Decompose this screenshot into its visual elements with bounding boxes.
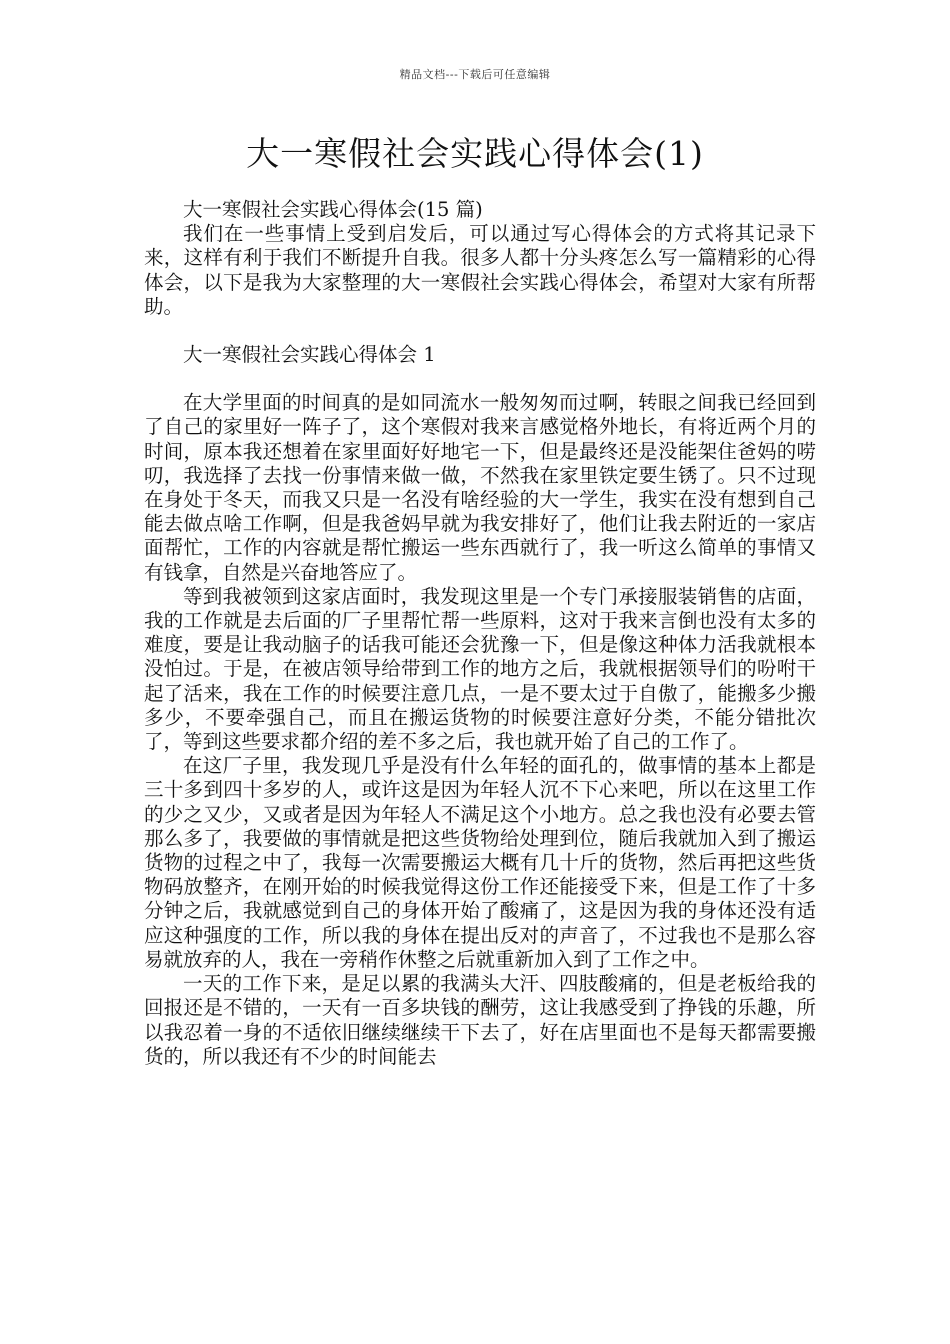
body-paragraph: 在这厂子里，我发现几乎是没有什么年轻的面孔的，做事情的基本上都是三十多到四十多岁的人，或许这是因为年轻人沉不下心来吧，所以在这里工作的少之又少，又或者是因为年轻人不满足这个小地方。总之我也没有必要去管那么多了，我要做的事情就是把这些货物给处理到位，随后我就加入到了搬运货物的过程之中了，我每一次需要搬运大概有几十斤的货物，然后再把这些货物码放整齐，在刚开始的时候我觉得这份工作还能接受下来，但是工作了十多分钟之后，我就感觉到自己的身体开始了酸痛了，这是因为我的身体还没有适应这种强度的工作，所以我的身体在提出反对的声音了，不过我也不是那么容易就放弃的人，我在一旁稍作休整之后就重新加入到了工作之中。 — [144, 754, 816, 971]
document-subtitle: 大一寒假社会实践心得体会(15 篇) — [183, 198, 483, 221]
body-paragraph: 一天的工作下来，是足以累的我满头大汗、四肢酸痛的，但是老板给我的回报还是不错的，一天有一百多块钱的酬劳，这让我感受到了挣钱的乐趣，所以我忍着一身的不适依旧继续继续干下去了，好在店里面也不是每天都需要搬货的，所以我还有不少的时间能去 — [144, 972, 816, 1068]
body-paragraph: 等到我被领到这家店面时，我发现这里是一个专门承接服装销售的店面，我的工作就是去后面的厂子里帮忙帮一些原料，这对于我来言倒也没有太多的难度，要是让我动脑子的话我可能还会犹豫一下，但是像这种体力活我就根本没怕过。于是，在被店领导给带到工作的地方之后，我就根据领导们的吩咐干起了活来，我在工作的时候要注意几点，一是不要太过于自傲了，能搬多少搬多少，不要牵强自己，而且在搬运货物的时候要注意好分类，不能分错批次了，等到这些要求都介绍的差不多之后，我也就开始了自己的工作了。 — [144, 584, 816, 754]
document-title: 大一寒假社会实践心得体会(1) — [246, 134, 704, 173]
header-note: 精品文档---下载后可任意编辑 — [399, 68, 551, 81]
intro-paragraph: 我们在一些事情上受到启发后，可以通过写心得体会的方式将其记录下来，这样有利于我们不断提升自我。很多人都十分头疼怎么写一篇精彩的心得体会，以下是我为大家整理的大一寒假社会实践心得体会，希望对大家有所帮助。 — [144, 222, 816, 318]
section-heading: 大一寒假社会实践心得体会 1 — [183, 343, 436, 367]
body-paragraph: 在大学里面的时间真的是如同流水一般匆匆而过啊，转眼之间我已经回到了自己的家里好一阵子了，这个寒假对我来言感觉格外地长，有将近两个月的时间，原本我还想着在家里面好好地宅一下，但是最终还是没能架住爸妈的唠叨，我选择了去找一份事情来做一做，不然我在家里铁定要生锈了。只不过现在身处于冬天，而我又只是一名没有啥经验的大一学生，我实在没有想到自己能去做点啥工作啊，但是我爸妈早就为我安排好了，他们让我去附近的一家店面帮忙，工作的内容就是帮忙搬运一些东西就行了，我一听这么简单的事情又有钱拿，自然是兴奋地答应了。 — [144, 391, 816, 584]
document-body — [144, 198, 816, 1069]
